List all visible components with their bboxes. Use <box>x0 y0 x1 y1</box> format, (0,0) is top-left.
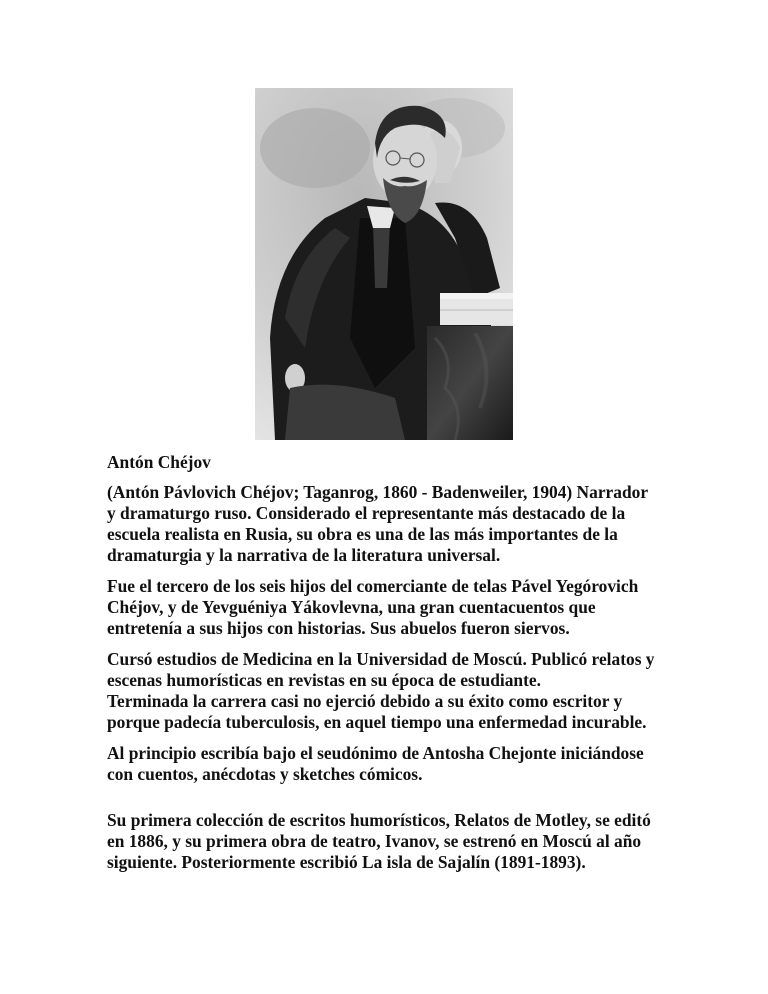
text-line: Su primera colección de escritos humorísticos, Relatos de Motley, se editó <box>107 810 651 830</box>
paragraph-intro <box>107 482 687 566</box>
text-line: escenas humorísticas en revistas en su época de estudiante. <box>107 670 541 690</box>
document-title: Antón Chéjov <box>107 452 211 472</box>
text-line: y dramaturgo ruso. Considerado el representante más destacado de la <box>107 503 626 523</box>
text-line: Terminada la carrera casi no ejerció debido a su éxito como escritor y <box>107 691 623 711</box>
text-line: dramaturgia y la narrativa de la literatura universal. <box>107 545 501 565</box>
text-line: Chéjov, y de Yevguéniya Yákovlevna, una gran cuentacuentos que <box>107 597 596 617</box>
paragraph-family <box>107 576 687 639</box>
text-line: con cuentos, anécdotas y sketches cómicos. <box>107 764 423 784</box>
text-line: siguiente. Posteriormente escribió La isla de Sajalín (1891-1893). <box>107 852 586 872</box>
text-line: (Antón Pávlovich Chéjov; Taganrog, 1860 - Badenweiler, 1904) Narrador <box>107 482 649 502</box>
text-line: Al principio escribía bajo el seudónimo de Antosha Chejonte iniciándose <box>107 743 644 763</box>
paragraph-education <box>107 649 687 733</box>
biography-text <box>107 452 687 873</box>
portrait-illustration <box>255 88 513 440</box>
text-line: en 1886, y su primera obra de teatro, Ivanov, se estrenó en Moscú al año <box>107 831 642 851</box>
text-line: Cursó estudios de Medicina en la Universidad de Moscú. Publicó relatos y <box>107 649 655 669</box>
paragraph-works <box>107 810 687 873</box>
portrait-photo <box>255 88 513 440</box>
text-line: escuela realista en Rusia, su obra es una de las más importantes de la <box>107 524 618 544</box>
text-line: entretenía a sus hijos con historias. Sus abuelos fueron siervos. <box>107 618 570 638</box>
text-line: Fue el tercero de los seis hijos del comerciante de telas Pável Yegórovich <box>107 576 639 596</box>
paragraph-pseudonym <box>107 743 687 785</box>
text-line: porque padecía tuberculosis, en aquel tiempo una enfermedad incurable. <box>107 712 647 732</box>
